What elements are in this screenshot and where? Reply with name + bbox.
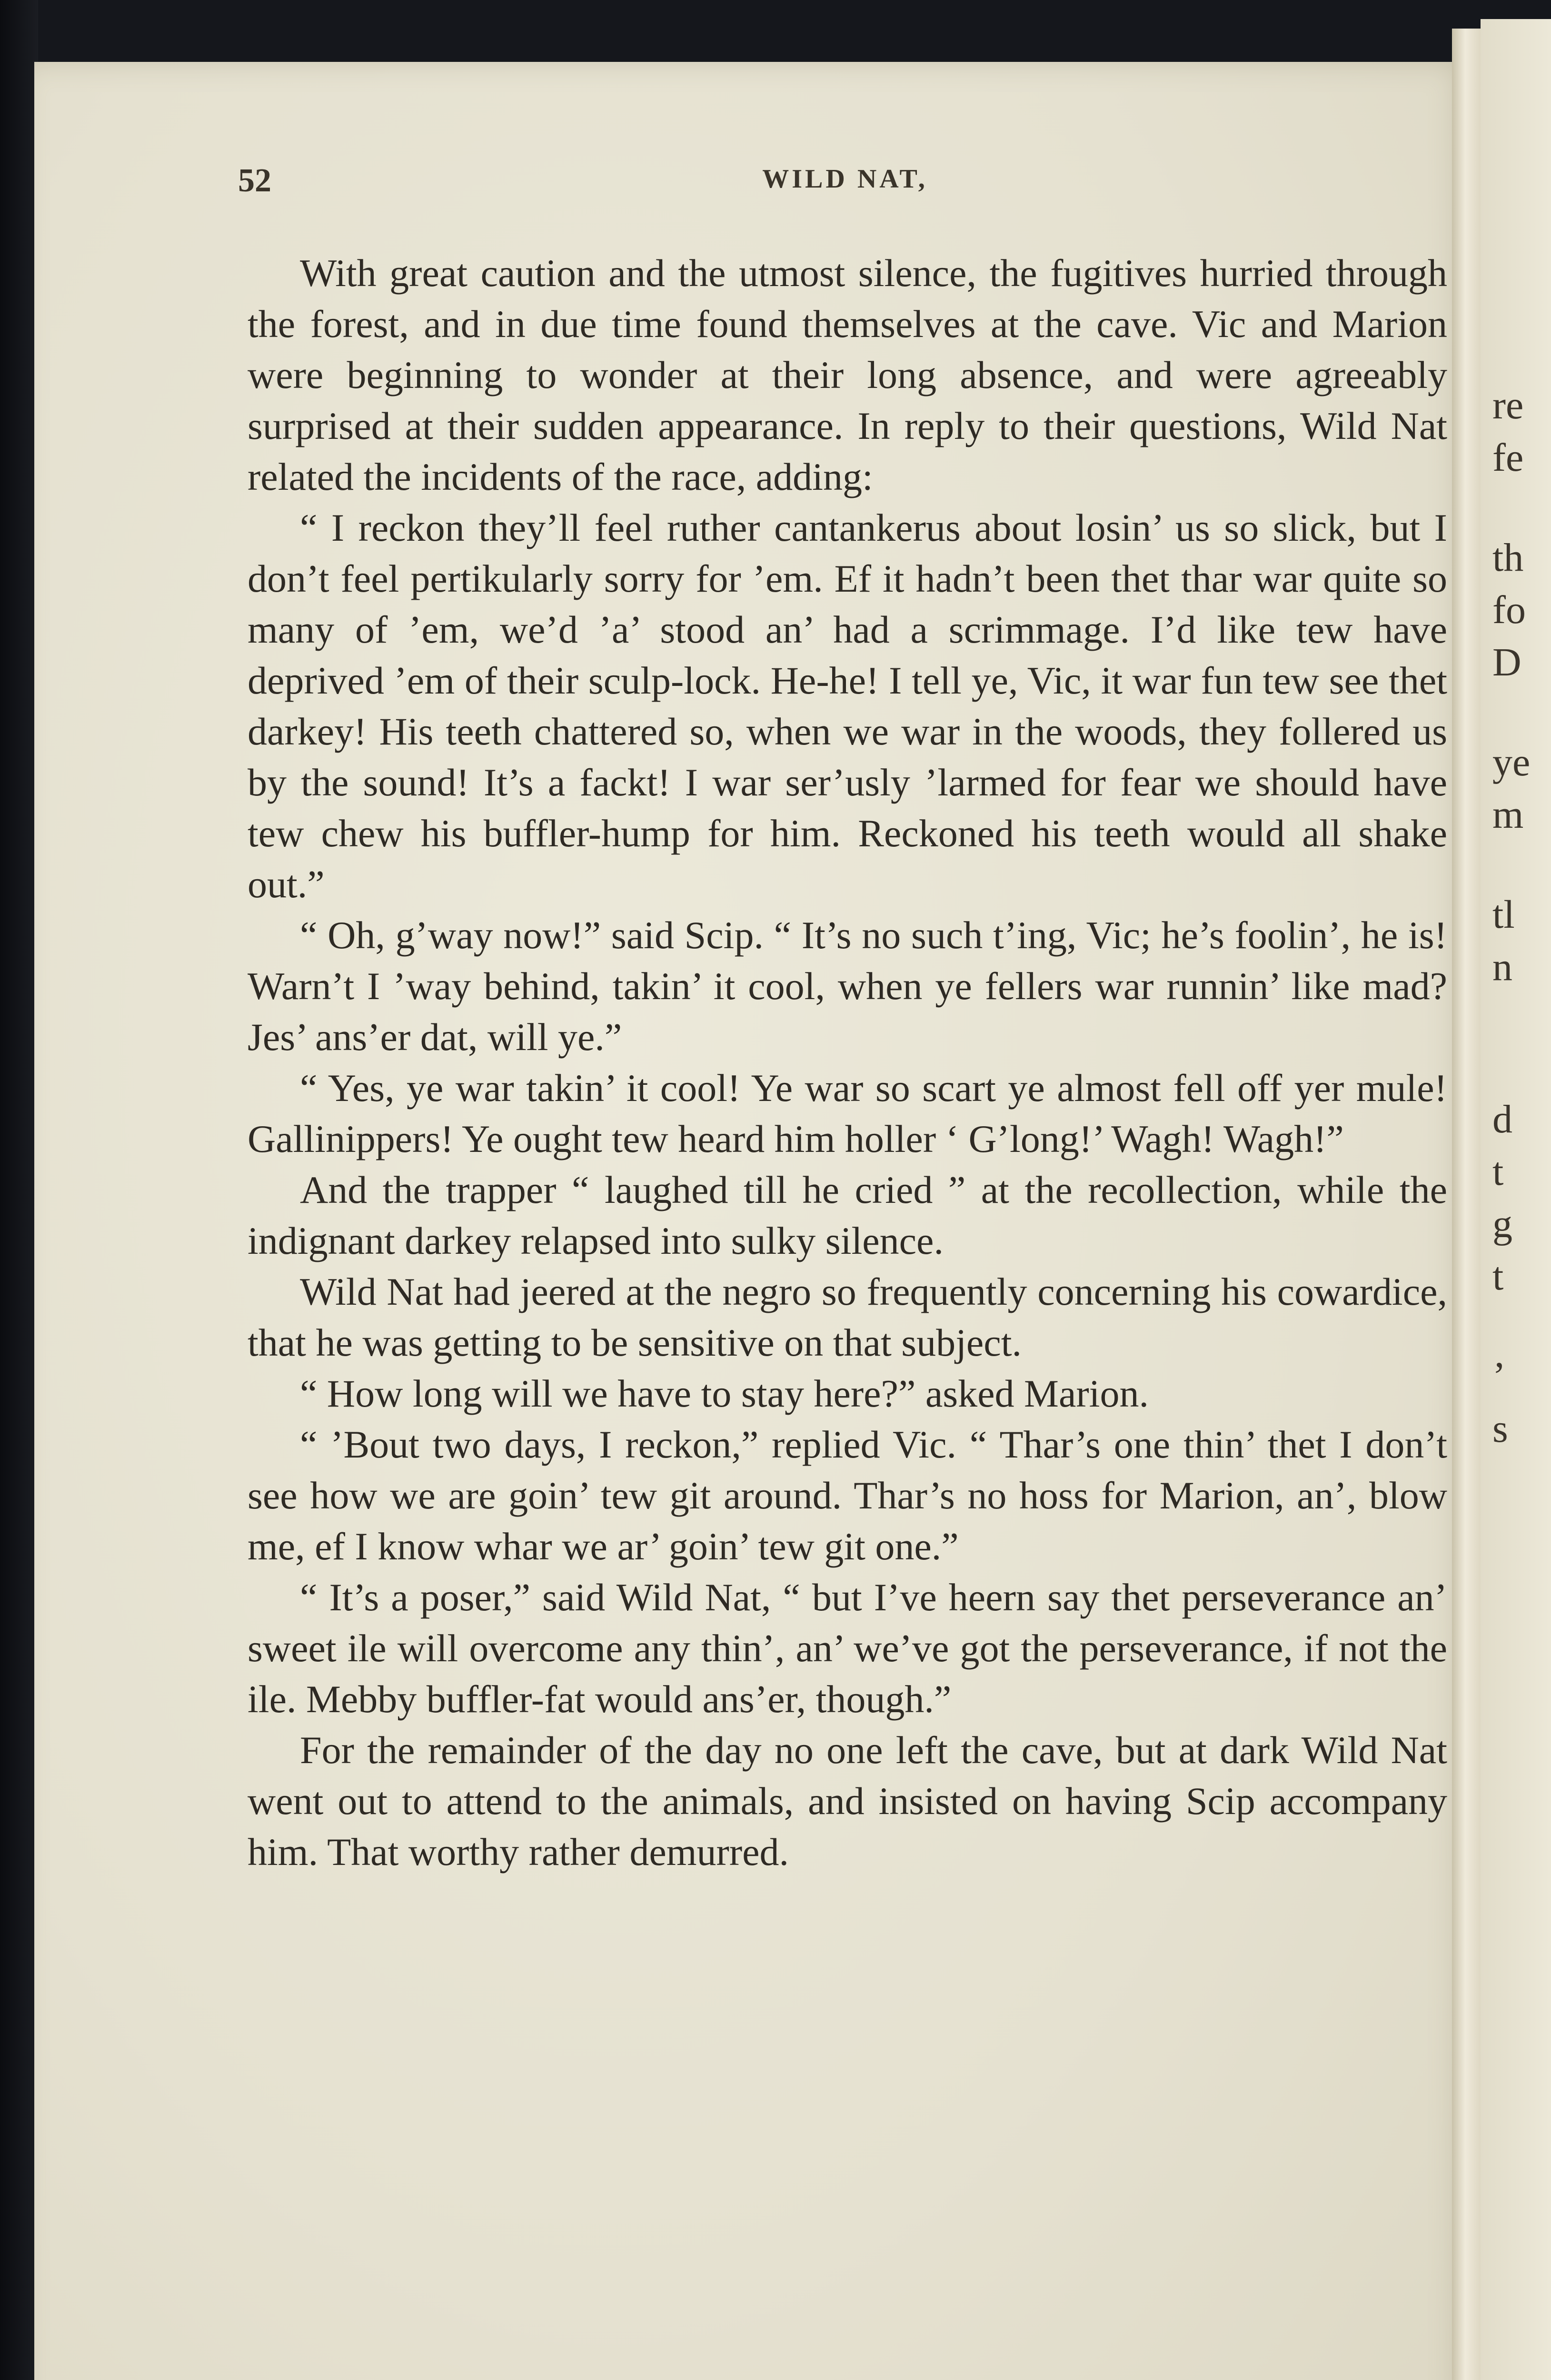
book-spine-shadow [0,0,38,2380]
facing-page-fragment: d [1492,1097,1512,1141]
paragraph: “ Yes, ye war takin’ it cool! Ye war so scart ye almost fell off yer mule! Gallinippers! Ye ought tew heard him holler ‘ G’long!’ Wagh! Wagh!” [248,1066,1447,1160]
facing-page-edge [1481,19,1551,2380]
paragraph: “ It’s a poser,” said Wild Nat, “ but I’ve heern say thet perseverance an’ sweet ile will overcome any thin’, an’ we’ve got the perseverance, if not the ile. Mebby buffler-fat would ans’er, though.” [248,1576,1447,1721]
paragraph: With great caution and the utmost silence, the fugitives hurried through the forest, and in due time found themselves at the cave. Vic and Marion were beginning to wonder at their long absence, and were agreeably surprised at their sudden appearance. In reply to their questions, Wild Nat related the incidents of the race, adding: [248,251,1447,498]
paragraph: “ How long will we have to stay here?” asked Marion. [300,1372,1149,1415]
paragraph: “ Oh, g’way now!” said Scip. “ It’s no such t’ing, Vic; he’s foolin’, he is! Warn’t I ’way behind, takin’ it cool, when ye fellers war runnin’ like mad? Jes’ ans’er dat, will ye.” [248,913,1447,1059]
facing-page-fragment: fe [1492,436,1524,480]
facing-page-fragment: tl [1492,892,1515,937]
running-head: WILD NAT, [762,164,928,194]
facing-page-fragment: s [1492,1407,1508,1451]
paragraph: Wild Nat had jeered at the negro so frequently concerning his cowardice, that he was getting to be sensitive on that subject. [248,1270,1447,1364]
paragraph: And the trapper “ laughed till he cried ” at the recollection, while the indignant darkey relapsed into sulky silence. [248,1168,1447,1262]
paragraph: For the remainder of the day no one left the cave, but at dark Wild Nat went out to attend to the animals, and insisted on having Scip accompany him. That worthy rather demurred. [248,1728,1447,1874]
facing-page-fragment: fo [1492,588,1526,632]
paragraph: “ I reckon they’ll feel ruther cantankerus about losin’ us so slick, but I don’t feel pertikularly sorry for ’em. Ef it hadn’t been thet thar war quite so many of ’em, we’d ’a’ stood an’ had a scrimmage. I’d like tew have deprived ’em of their sculp-lock. He-he! I tell ye, Vic, it war fun tew see thet darkey! His teeth chattered so, when we war in the woods, they follered us by the sound! It’s a fackt! I war ser’usly ’larmed for fear we should have tew chew his buffler-hump for him. Reckoned his teeth would all shake out.” [248,506,1447,906]
paragraph: “ ’Bout two days, I reckon,” replied Vic. “ Thar’s one thin’ thet I don’t see how we are goin’ tew git around. Thar’s no hoss for Marion, an’, blow me, ef I know whar we ar’ goin’ tew git one.” [248,1423,1447,1568]
page-number: 52 [238,162,271,199]
facing-page-fragment: D [1492,640,1521,684]
facing-page-fragment: n [1492,945,1512,989]
facing-page-fragment: ’ [1492,1354,1506,1398]
facing-page-fragment: ye [1492,740,1531,784]
page-header [238,162,1452,209]
facing-page-fragment: m [1492,793,1524,837]
facing-page-fragment: t [1492,1150,1504,1194]
body-text [248,248,1447,1877]
facing-page-fragment: t [1492,1254,1504,1299]
facing-page-fragment: re [1492,383,1524,427]
facing-page-fragment: g [1492,1202,1512,1246]
facing-page-fragment: th [1492,536,1524,580]
